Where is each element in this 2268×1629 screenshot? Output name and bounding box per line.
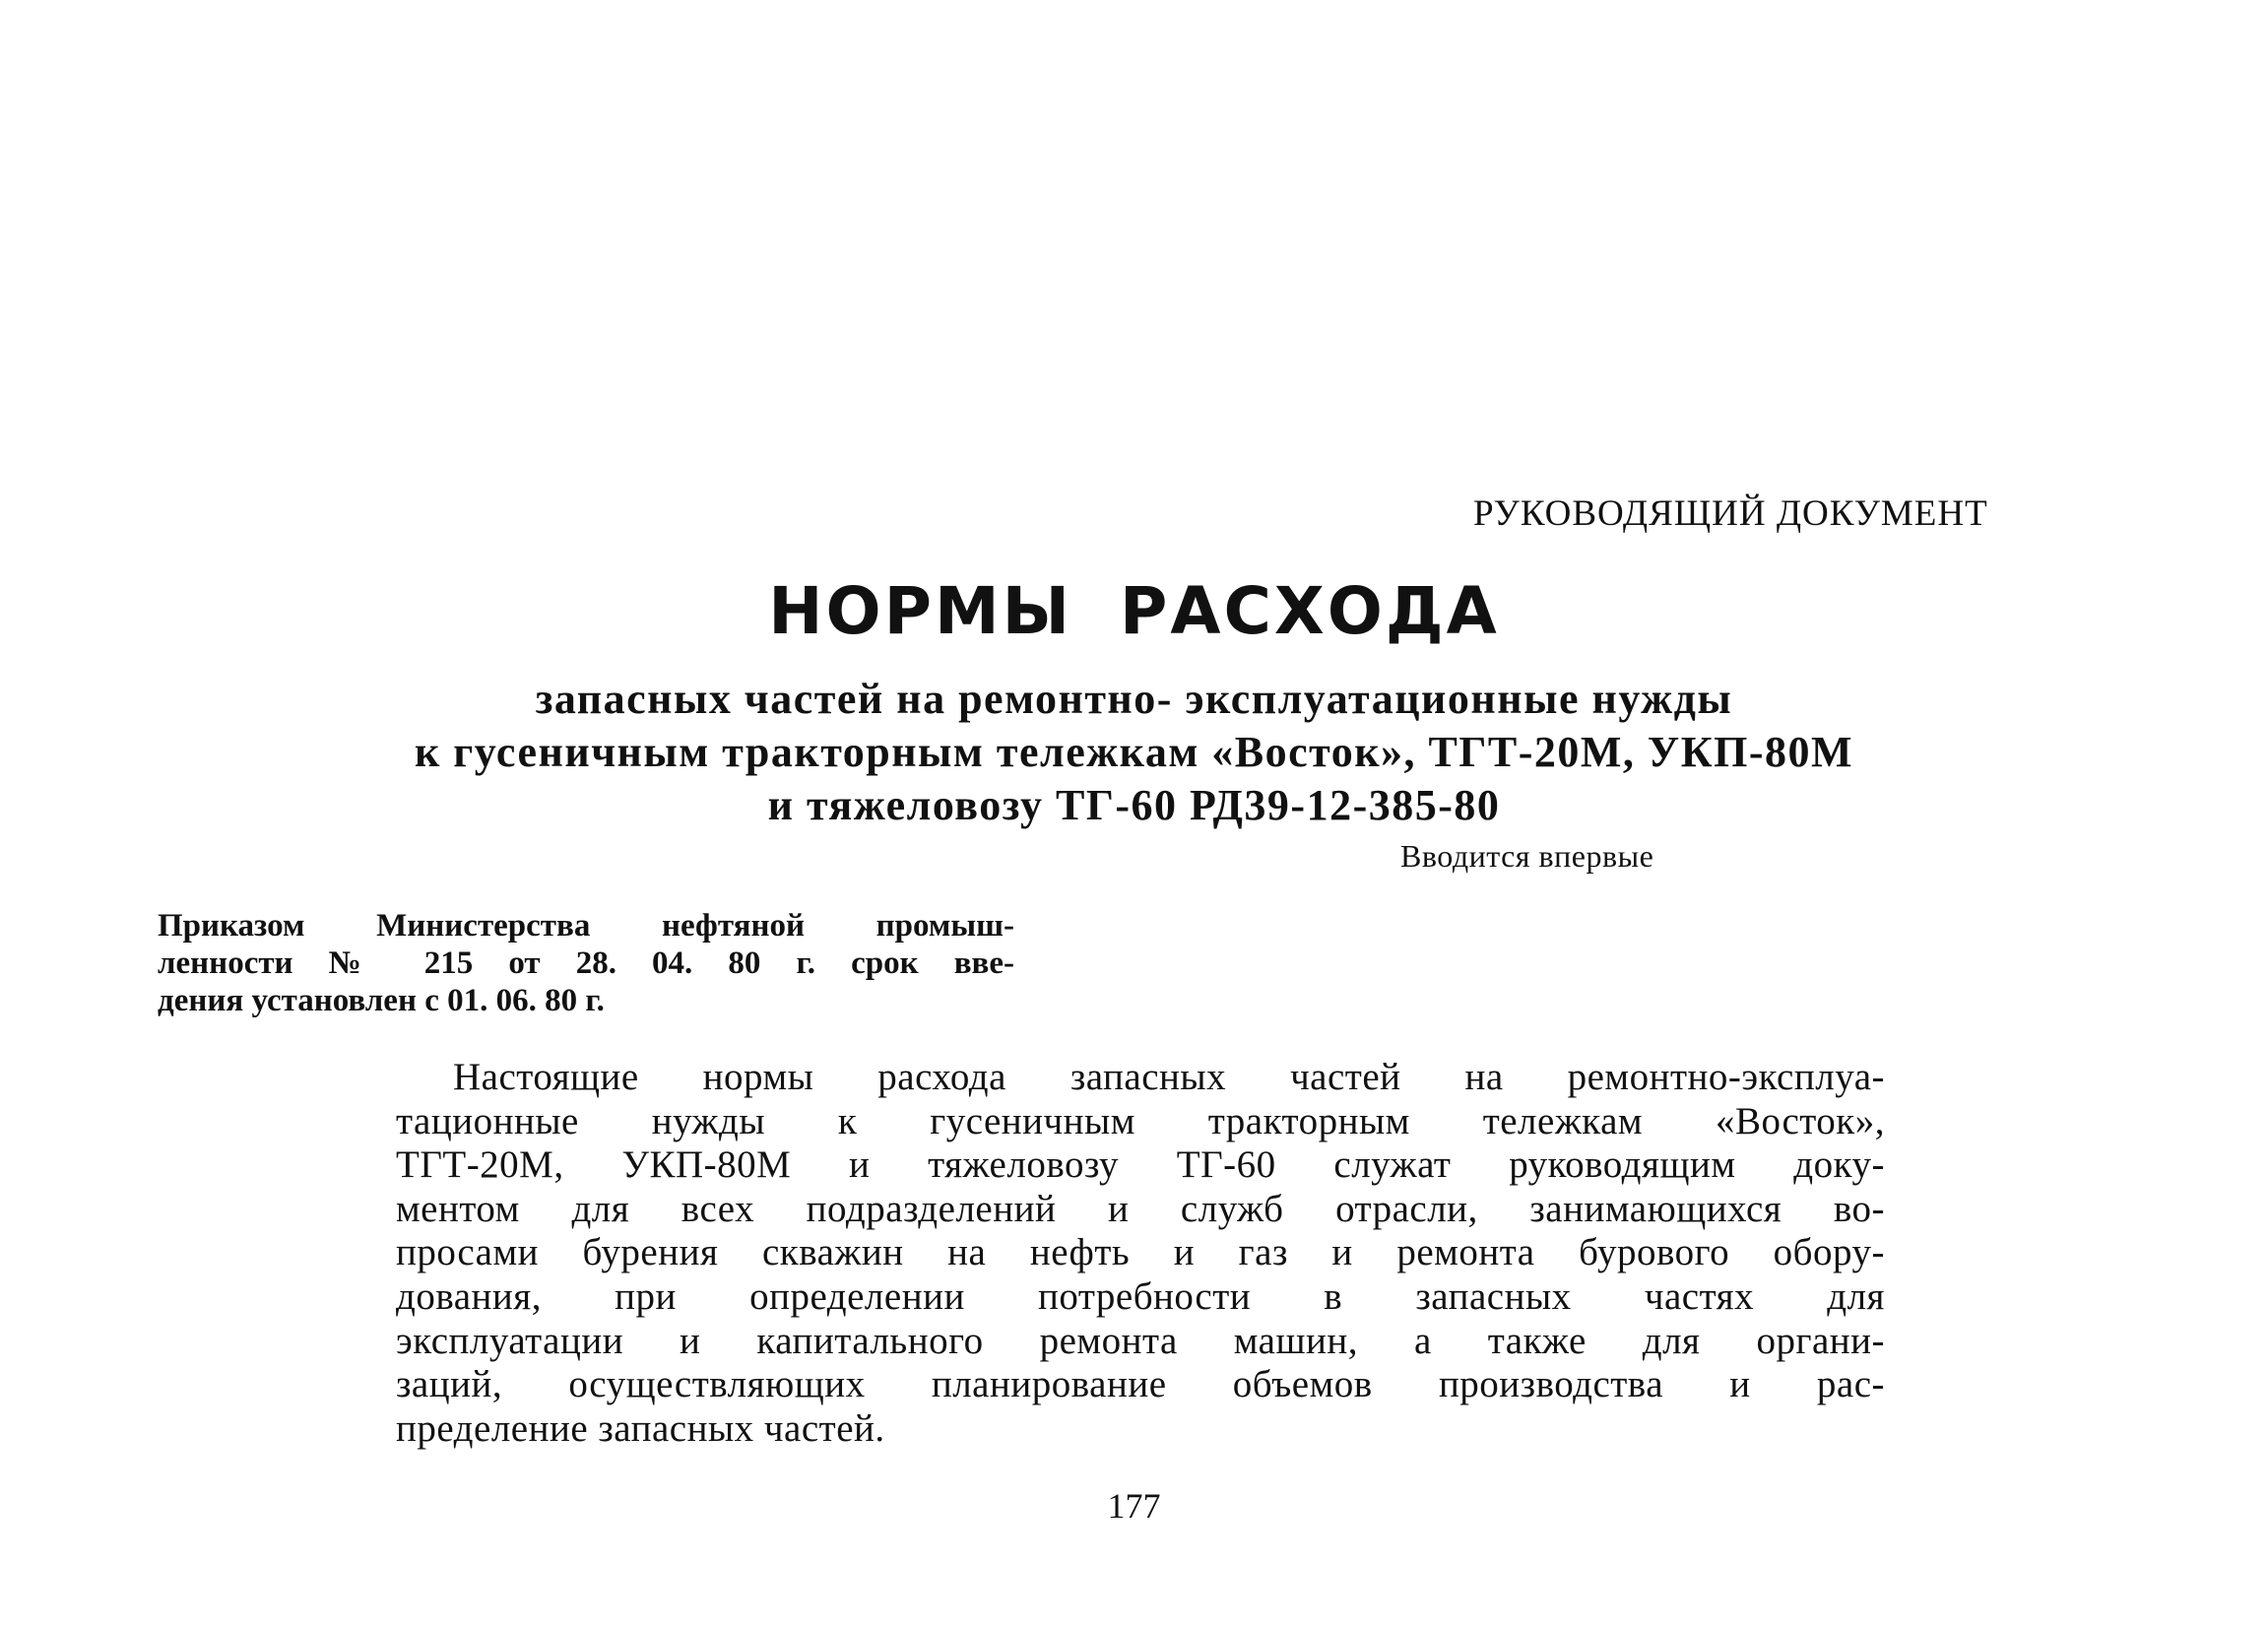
paragraph-line: тационные нужды к гусеничным тракторным тележкам «Восток»,	[396, 1099, 1885, 1142]
order-line: ленности № 215 от 28. 04. 80 г. срок вве-	[158, 945, 1014, 981]
subtitle-line: запасных частей на ремонтно- эксплуатационные нужды	[535, 675, 1733, 723]
document-title: НОРМЫ РАСХОДА	[768, 573, 1500, 649]
paragraph-line: ТГТ-20М, УКП-80М и тяжеловозу ТГ-60 служат руководящим доку-	[396, 1143, 1885, 1187]
paragraph-line: эксплуатации и капитального ремонта машин, а также для органи-	[396, 1319, 1885, 1362]
order-line: Приказом Министерства нефтяной промыш-	[158, 908, 1014, 944]
paragraph-line: Настоящие нормы расхода запасных частей на ремонтно-эксплуа-	[453, 1056, 1885, 1098]
document-type-label: РУКОВОДЯЩИЙ ДОКУМЕНТ	[1473, 493, 1988, 534]
subtitle-line: и тяжеловозу ТГ-60 РД39-12-385-80	[767, 781, 1501, 829]
paragraph-line: заций, осуществляющих планирование объемов производства и рас-	[396, 1363, 1885, 1406]
paragraph-line: дования, при определении потребности в запасных частях для	[396, 1274, 1885, 1318]
introduction-note: Вводится впервые	[1400, 838, 1654, 874]
subtitle-line: к гусеничным тракторным тележкам «Восток», ТГТ-20М, УКП-80М	[414, 728, 1854, 776]
page-number: 177	[1107, 1486, 1161, 1526]
paragraph-line: пределение запасных частей.	[396, 1406, 885, 1450]
paragraph-line: ментом для всех подразделений и служб отрасли, занимающихся во-	[396, 1187, 1885, 1230]
body-paragraph	[396, 1056, 1885, 1451]
paragraph-line: просами бурения скважин на нефть и газ и ремонта бурового обору-	[396, 1231, 1885, 1274]
order-line: дения установлен с 01. 06. 80 г.	[158, 983, 605, 1018]
order-reference	[158, 907, 1014, 1019]
